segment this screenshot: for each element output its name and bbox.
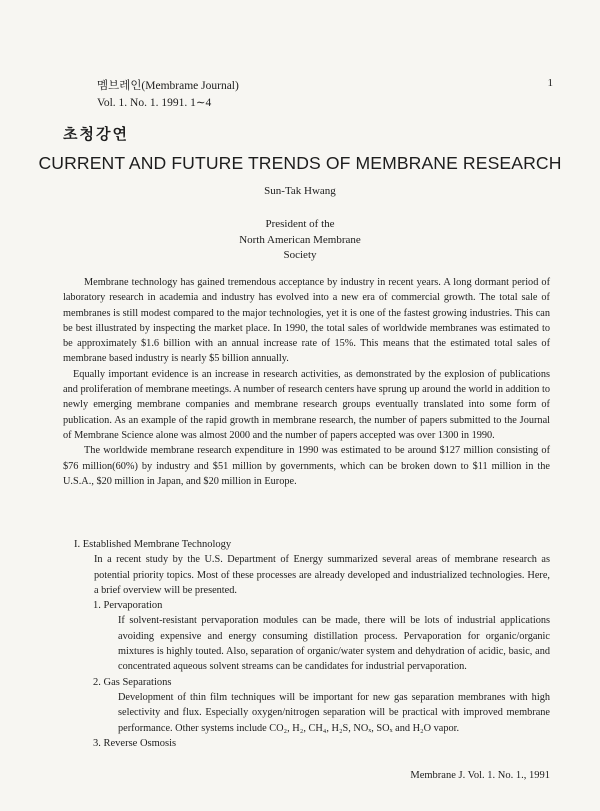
author-name: Sun-Tak Hwang (264, 185, 336, 197)
paragraph (94, 552, 550, 598)
subsection-heading: 2. Gas Separations (93, 676, 172, 688)
intro-text: In a recent study by the U.S. Department of Energy summarized several areas of membrane research as potential priority topics. Most of these processes are already developed and industrialized technologies. Here, a brief overview will be presented. (94, 554, 550, 596)
section-label: 초청강연 (63, 125, 129, 143)
journal-header (97, 78, 239, 112)
paragraph: The worldwide membrane research expenditure in 1990 was estimated to be around $127 million consisting of $76 million(60%) by industry and $51 million by governments, which can be broken down to $11 million in the U.S.A., $20 million in Japan, and $20 million in Europe. (63, 445, 550, 487)
abstract-body (63, 275, 550, 489)
section-intro (63, 552, 550, 598)
subsection-heading: 1. Pervaporation (93, 600, 163, 612)
section-established-technology (63, 537, 550, 751)
affiliation-line: Society (283, 249, 317, 261)
affiliation-line: President of the (265, 218, 335, 230)
paper-title: CURRENT AND FUTURE TRENDS OF MEMBRANE RESEARCH (38, 153, 562, 173)
page-number: 1 (547, 77, 553, 89)
page-footer: Membrane J. Vol. 1. No. 1., 1991 (410, 770, 550, 781)
subsection-body (63, 690, 550, 736)
volume-line: Vol. 1. No. 1. 1991. 1∼4 (97, 97, 212, 109)
paragraph: Equally important evidence is an increase in research activities, as demonstrated by the explosion of publications and proliferation of membrane meetings. A number of research centers have sprung up around the world in addition to newly emerging membrane companies and membrane research groups eventually translated into some form of publication. As an example of the rapid growth in membrane research, the number of papers submitted to the Journal of Membrane Science alone was almost 2000 and the number of papers accepted was over 1300 in 1990. (63, 368, 550, 441)
paragraph: Development of thin film techniques will be important for new gas separation membranes with high selectivity and flux. Especially oxygen/nitrogen separation will be practical with improved membrane performance. Other systems include CO₂, H₂, CH₄, H₂S, NOₓ, SOₓ and H₂O vapor. (118, 691, 550, 734)
subsection-body (63, 613, 550, 674)
affiliation (0, 217, 600, 264)
journal-name: 멤브레인(Membrame Journal) (97, 80, 239, 92)
section-heading: I. Established Membrane Technology (74, 539, 232, 550)
subsection-heading: 3. Reverse Osmosis (93, 737, 177, 749)
paragraph: Membrane technology has gained tremendous acceptance by industry in recent years. A long dormant period of laboratory research in academia and industry has evolved into a new era of commercial growth. The total sale of membranes is still modest compared to the major technologies, yet it is one of the fastest growing industries. This can be best illustrated by inspecting the market place. In 1990, the total sales of worldwide membranes was estimated to be approximately $1.6 billion with an annual increase rate of 15%. This means that the estimated total sales of membrane based industry is nearly $5 billion annually. (63, 277, 550, 365)
affiliation-line: North American Membrane (239, 233, 361, 246)
paragraph: If solvent-resistant pervaporation modules can be made, there will be lots of industrial applications avoiding expensive and energy consuming distillation process. Pervaporation for organic/organic mixtures is highly touted. Also, separation of organic/water system and dehydration of acidic, basic, and concentrated aqueous solvent streams can be candidates for industrial pervaporation. (118, 615, 550, 673)
